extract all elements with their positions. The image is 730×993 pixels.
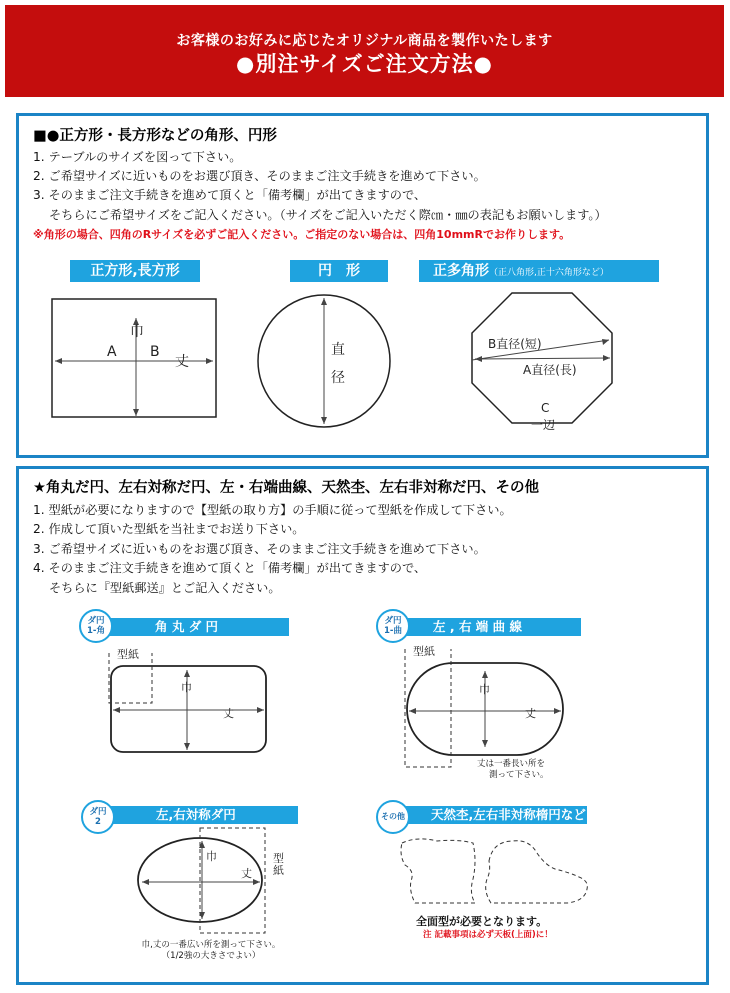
section1-step-1: 1. テーブルのサイズを図って下さい。 [33,150,242,164]
rect-length-label: 丈 [175,354,189,370]
curve-width: 巾 [479,683,490,696]
oval-caption-1: 巾,丈の一番広い所を測って下さい。 [141,940,281,950]
rect-b-label: B [150,344,160,360]
label-polygon [419,260,659,282]
label-kakumaru: 角 丸 ダ 円 [93,618,289,636]
section1-step-3-cont: そちらにご希望サイズをご記入ください。（サイズをご記入いただく際㎝・㎜の表記もお願いします。） [49,208,607,222]
section2-step-4: 4. そのままご注文手続きを進めて頂くと「備考欄」が出てきますので、 [33,561,427,575]
section1-step-2: 2. ご希望サイズに近いものをお選び頂き、そのままご注文手続きを進めて下さい。 [33,169,486,183]
curve-kamigami: 型紙 [413,645,435,658]
polygon-c-label: C [541,401,550,415]
other-caption-note: 注 記載事項は必ず天板(上面)に！ [423,930,553,940]
label-rect: 正方形,長方形 [70,260,200,282]
label-oval: 左,右対称ダ円 [94,806,298,824]
section1-step-3: 3. そのままご注文手続きを進めて頂くと「備考欄」が出てきますので、 [33,188,427,202]
polygon-b-label: B直径(短) [488,337,542,351]
label-polygon-text: 正多角形 [433,263,489,279]
oval-kamigami: 型紙 [273,852,284,877]
polygon-side-label: 一辺 [531,418,556,432]
kakumaru-kamigami: 型紙 [117,648,139,661]
kakumaru-width: 巾 [181,681,192,694]
curve-length: 丈 [525,707,536,720]
oval-caption [127,940,295,962]
section1-title: ■●正方形・長方形などの角形、円形 [33,128,277,144]
label-curve: 左 , 右 端 曲 線 [395,618,581,636]
section2-step-1: 1. 型紙が必要になりますので【型紙の取り方】の手順に従って型紙を作成して下さい。 [33,503,512,517]
polygon-diagram [459,290,619,438]
curve-diagram [397,643,597,773]
section-other-shapes [16,466,709,985]
oval-width: 巾 [206,850,217,863]
circle-diagram [255,292,395,432]
circle-diameter-bottom: 径 [331,370,345,386]
badge-kakumaru [79,609,113,643]
header-title: ●別注サイズご注文方法● [236,52,493,76]
badge-oval [81,800,115,834]
rect-a-label: A [107,344,117,360]
header-subtitle: お客様のお好みに応じたオリジナル商品を製作いたします [176,33,553,49]
section2-title: ★角丸だ円、左右対称だ円、左・右端曲線、天然杢、左右非対称だ円、その他 [33,480,539,496]
badge-oval-text: ダ円 2 [89,807,107,827]
kakumaru-diagram [101,645,301,765]
badge-other [376,800,410,834]
oval-caption-2: （1/2強の大きさでよい） [161,951,261,961]
oval-diagram [133,825,283,937]
badge-curve-text: ダ円 1-曲 [384,616,402,636]
badge-curve [376,609,410,643]
other-caption: 全面型が必要となります。 [416,915,548,928]
circle-diameter-top: 直 [331,342,345,358]
other-diagram [397,831,607,911]
rect-diagram [51,298,221,420]
label-polygon-note: （正八角形,正十六角形など） [489,268,609,278]
curve-caption-1: 丈は一番長い所を [477,759,546,769]
oval-length: 丈 [241,867,252,880]
header-banner [5,5,724,97]
label-other: 天然杢,左右非対称楕円など [397,806,587,824]
kakumaru-length: 丈 [223,707,234,720]
section2-step-2: 2. 作成して頂いた型紙を当社までお送り下さい。 [33,522,305,536]
badge-other-text: その他 [381,812,405,821]
rect-width-label: 巾 [130,324,144,340]
curve-caption-2: 測って下さい。 [489,770,549,780]
badge-kakumaru-text: ダ円 1-角 [87,616,105,636]
section2-step-3: 3. ご希望サイズに近いものをお選び頂き、そのままご注文手続きを進めて下さい。 [33,542,486,556]
section2-step-4-cont: そちらに『型紙郵送』とご記入ください。 [49,581,281,595]
section1-note: ※角形の場合、四角のRサイズを必ずご記入ください。ご指定のない場合は、四角10mmRでお作りします。 [33,228,571,241]
label-circle: 円 形 [290,260,388,282]
polygon-a-label: A直径(長) [523,363,577,377]
curve-caption [477,759,549,781]
section-square-circle [16,113,709,458]
